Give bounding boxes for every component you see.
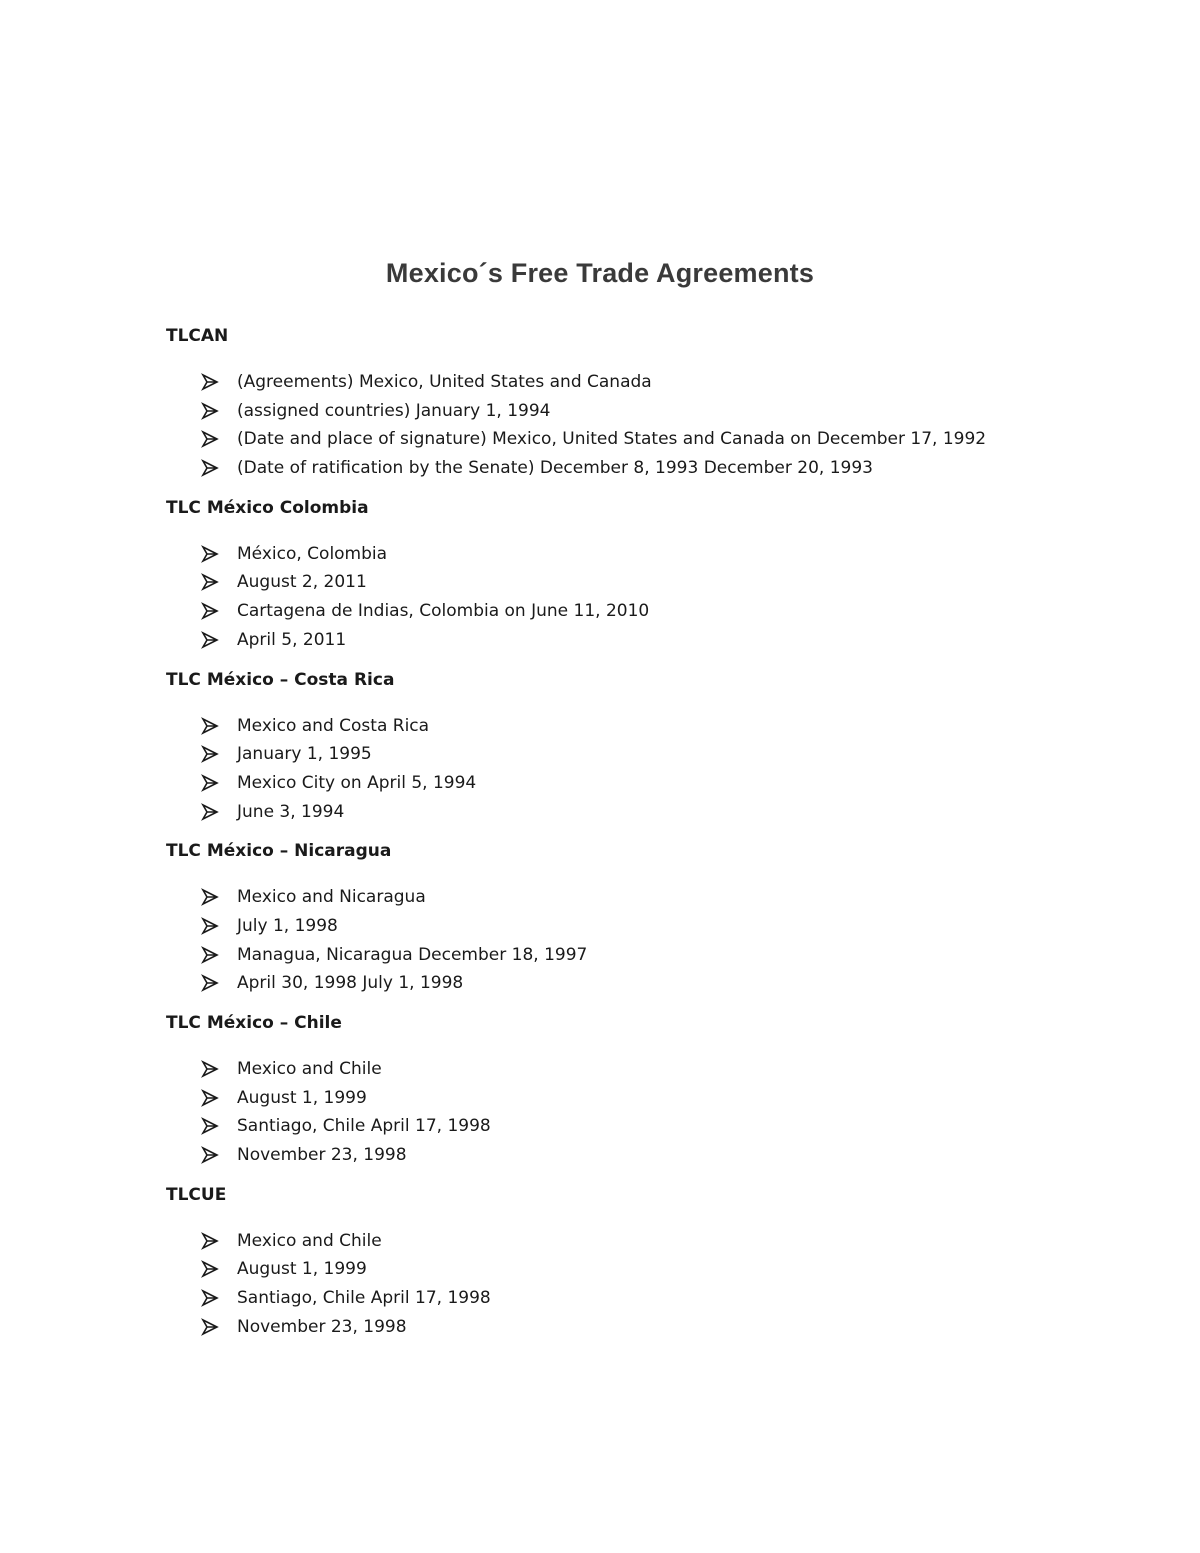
- list-item-text: Mexico and Chile: [237, 1059, 382, 1079]
- bullet-list: [166, 540, 1126, 655]
- arrow-bullet-icon: [201, 573, 219, 591]
- list-item: [166, 1084, 1126, 1113]
- arrow-bullet-icon: [201, 1060, 219, 1078]
- document-body: [166, 324, 1126, 1355]
- list-item: [166, 798, 1126, 827]
- list-item: [166, 425, 1126, 454]
- list-item-text: México, Colombia: [237, 543, 388, 564]
- list-item-text: Mexico and Chile: [237, 1230, 382, 1251]
- bullet-list: [166, 883, 1126, 998]
- arrow-bullet-icon: [201, 1318, 219, 1336]
- section-tlc-mexico-chile: [166, 1011, 1126, 1170]
- list-item-text: (Agreements) Mexico, United States and Canada: [237, 372, 652, 392]
- section-heading: TLC México – Costa Rica: [166, 669, 395, 690]
- list-item-text: November 23, 1998: [237, 1145, 407, 1166]
- list-item-text: August 2, 2011: [237, 572, 367, 593]
- arrow-bullet-icon: [201, 1089, 219, 1107]
- list-item-text: (assigned countries) January 1, 1994: [237, 400, 551, 421]
- list-item: [166, 769, 1126, 798]
- list-item-text: April 5, 2011: [237, 629, 347, 650]
- list-item-text: Mexico and Costa Rica: [237, 715, 430, 736]
- arrow-bullet-icon: [201, 459, 219, 477]
- arrow-bullet-icon: [201, 545, 219, 563]
- list-item: [166, 540, 1126, 569]
- arrow-bullet-icon: [201, 402, 219, 420]
- arrow-bullet-icon: [201, 373, 219, 391]
- section-tlc-mexico-colombia: [166, 496, 1126, 655]
- list-item: [166, 712, 1126, 741]
- arrow-bullet-icon: [201, 1260, 219, 1278]
- list-item-text: July 1, 1998: [237, 915, 338, 936]
- arrow-bullet-icon: [201, 888, 219, 906]
- section-heading: TLCUE: [166, 1184, 227, 1205]
- list-item-text: August 1, 1999: [237, 1259, 367, 1280]
- arrow-bullet-icon: [201, 1117, 219, 1135]
- list-item-text: November 23, 1998: [237, 1316, 407, 1337]
- section-tlc-mexico-costa-rica: [166, 668, 1126, 827]
- arrow-bullet-icon: [201, 1232, 219, 1250]
- list-item: [166, 454, 1126, 483]
- list-item: [166, 1313, 1126, 1342]
- list-item: [166, 969, 1126, 998]
- section-heading: TLC México Colombia: [166, 497, 369, 518]
- list-item-text: Santiago, Chile April 17, 1998: [237, 1288, 491, 1309]
- list-item-text: April 30, 1998 July 1, 1998: [237, 973, 464, 994]
- list-item: [166, 912, 1126, 941]
- list-item: [166, 626, 1126, 655]
- arrow-bullet-icon: [201, 1146, 219, 1164]
- section-heading: TLC México – Nicaragua: [166, 841, 392, 862]
- section-heading: TLC México – Chile: [166, 1013, 342, 1033]
- arrow-bullet-icon: [201, 946, 219, 964]
- page-title: Mexico´s Free Trade Agreements: [385, 258, 815, 288]
- arrow-bullet-icon: [201, 602, 219, 620]
- list-item-text: August 1, 1999: [237, 1087, 367, 1108]
- list-item: [166, 568, 1126, 597]
- arrow-bullet-icon: [201, 745, 219, 763]
- list-item: [166, 1255, 1126, 1284]
- section-tlcan: [166, 324, 1126, 483]
- list-item: [166, 883, 1126, 912]
- list-item: [166, 1227, 1126, 1256]
- list-item-text: Santiago, Chile April 17, 1998: [237, 1116, 491, 1137]
- section-tlcue: [166, 1183, 1126, 1342]
- arrow-bullet-icon: [201, 803, 219, 821]
- section-heading: TLCAN: [166, 326, 229, 346]
- bullet-list: [166, 1055, 1126, 1170]
- list-item-text: (Date of ratification by the Senate) December 8, 1993 December 20, 1993: [237, 458, 873, 479]
- list-item-text: January 1, 1995: [237, 744, 372, 765]
- list-item: [166, 740, 1126, 769]
- section-tlc-mexico-nicaragua: [166, 839, 1126, 998]
- list-item: [166, 368, 1126, 397]
- list-item: [166, 597, 1126, 626]
- arrow-bullet-icon: [201, 974, 219, 992]
- list-item: [166, 1055, 1126, 1084]
- list-item-text: Mexico and Nicaragua: [237, 887, 426, 908]
- list-item-text: Cartagena de Indias, Colombia on June 11, 2010: [237, 601, 650, 622]
- list-item-text: (Date and place of signature) Mexico, United States and Canada on December 17, 1992: [237, 429, 987, 450]
- list-item: [166, 1141, 1126, 1170]
- list-item-text: Mexico City on April 5, 1994: [237, 772, 477, 793]
- list-item: [166, 1112, 1126, 1141]
- list-item: [166, 397, 1126, 426]
- bullet-list: [166, 1227, 1126, 1342]
- bullet-list: [166, 368, 1126, 483]
- arrow-bullet-icon: [201, 631, 219, 649]
- list-item: [166, 941, 1126, 970]
- list-item-text: June 3, 1994: [237, 801, 345, 822]
- list-item-text: Managua, Nicaragua December 18, 1997: [237, 944, 588, 965]
- arrow-bullet-icon: [201, 717, 219, 735]
- arrow-bullet-icon: [201, 917, 219, 935]
- arrow-bullet-icon: [201, 774, 219, 792]
- arrow-bullet-icon: [201, 430, 219, 448]
- list-item: [166, 1284, 1126, 1313]
- bullet-list: [166, 712, 1126, 827]
- arrow-bullet-icon: [201, 1289, 219, 1307]
